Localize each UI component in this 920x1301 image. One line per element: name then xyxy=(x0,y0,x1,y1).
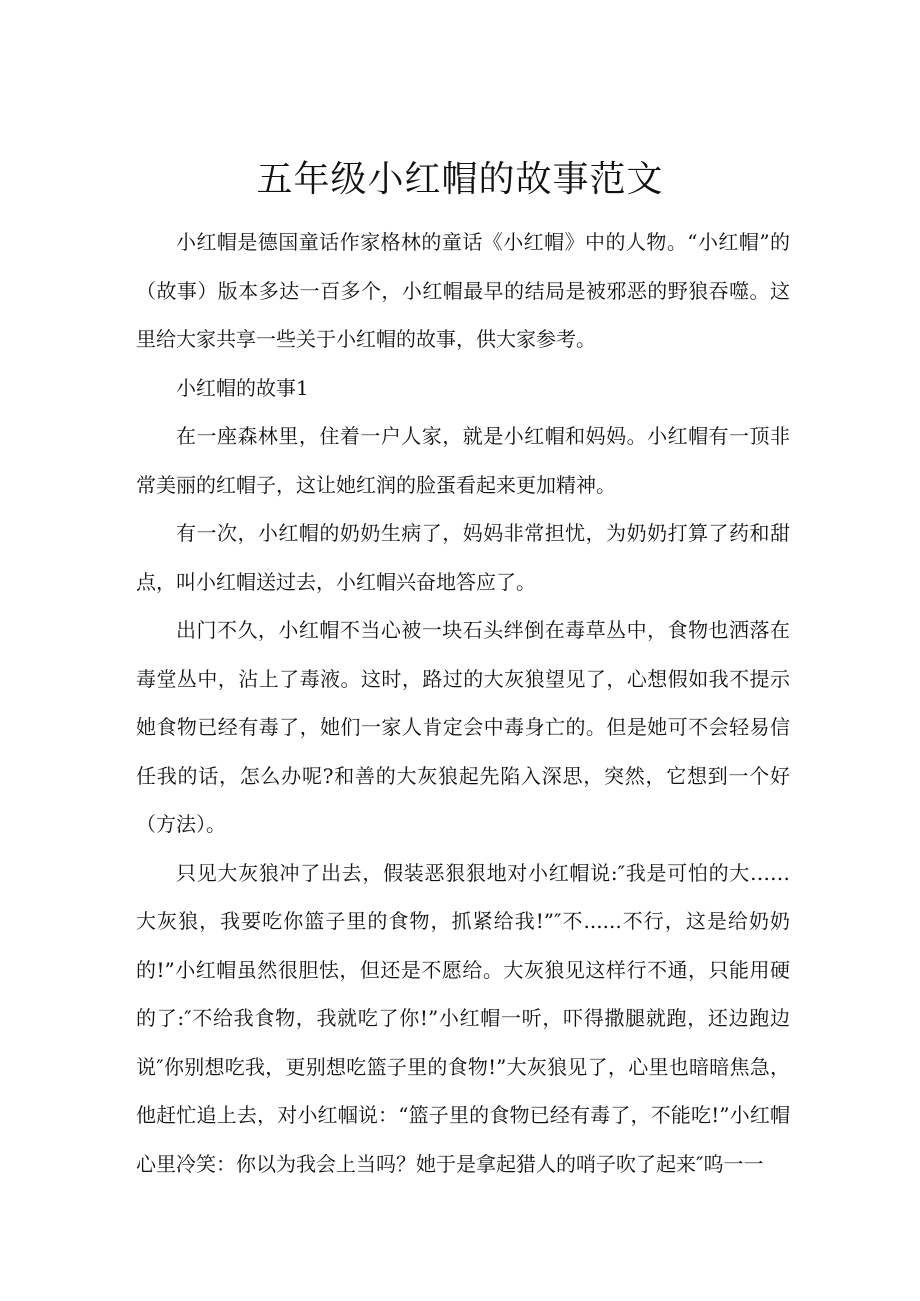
paragraph: 只见大灰狼冲了出去，假装恶狠狠地对小红帽说:″我是可怕的大……大灰狼，我要吃你篮子里的食物，抓紧给我!”″不......不行，这是给奶奶的!”小红帽虽然很胆怯，但还是不愿给。大灰狼见这样行不通，只能用硬的了:″不给我食物，我就吃了你!”小红帽一听，吓得撒腿就跑，还边跑边说″你别想吃我，更别想吃篮子里的食物!”大灰狼见了，心里也暗暗焦急，他赶忙追上去，对小红帼说：“篮子里的食物已经有毒了，不能吃!”小红帽心里冷笑：你以为我会上当吗？她于是拿起猎人的哨子吹了起来″呜一一 xyxy=(136,860,790,1176)
paragraph-intro: 小红帽是德国童话作家格林的童话《小红帽》中的人物。“小红帽”的（故事）版本多达一百多个，小红帽最早的结局是被邪恶的野狼吞噬。这里给大家共享一些关于小红帽的故事，供大家参考。 xyxy=(136,230,790,351)
section-heading: 小红帽的故事1 xyxy=(176,375,309,400)
paragraph: 出门不久，小红帽不当心被一块石头绊倒在毒草丛中，食物也洒落在毒堂丛中，沾上了毒液。这时，路过的大灰狼望见了，心想假如我不提示她食物已经有毒了，她们一家人肯定会中毒身亡的。但是她可不会轻易信任我的话，怎么办呢?和善的大灰狼起先陷入深思，突然，它想到一个好（方法）。 xyxy=(136,618,790,836)
document-body xyxy=(136,218,790,1188)
paragraph: 在一座森林里，住着一户人家，就是小红帽和妈妈。小红帽有一顶非常美丽的红帽子，这让她红润的脸蛋看起来更加精神。 xyxy=(136,424,790,497)
paragraph: 有一次，小红帽的奶奶生病了，妈妈非常担忧，为奶奶打算了药和甜点，叫小红帽送过去，小红帽兴奋地答应了。 xyxy=(136,521,790,594)
document-title: 五年级小红帽的故事范文 xyxy=(256,159,664,201)
